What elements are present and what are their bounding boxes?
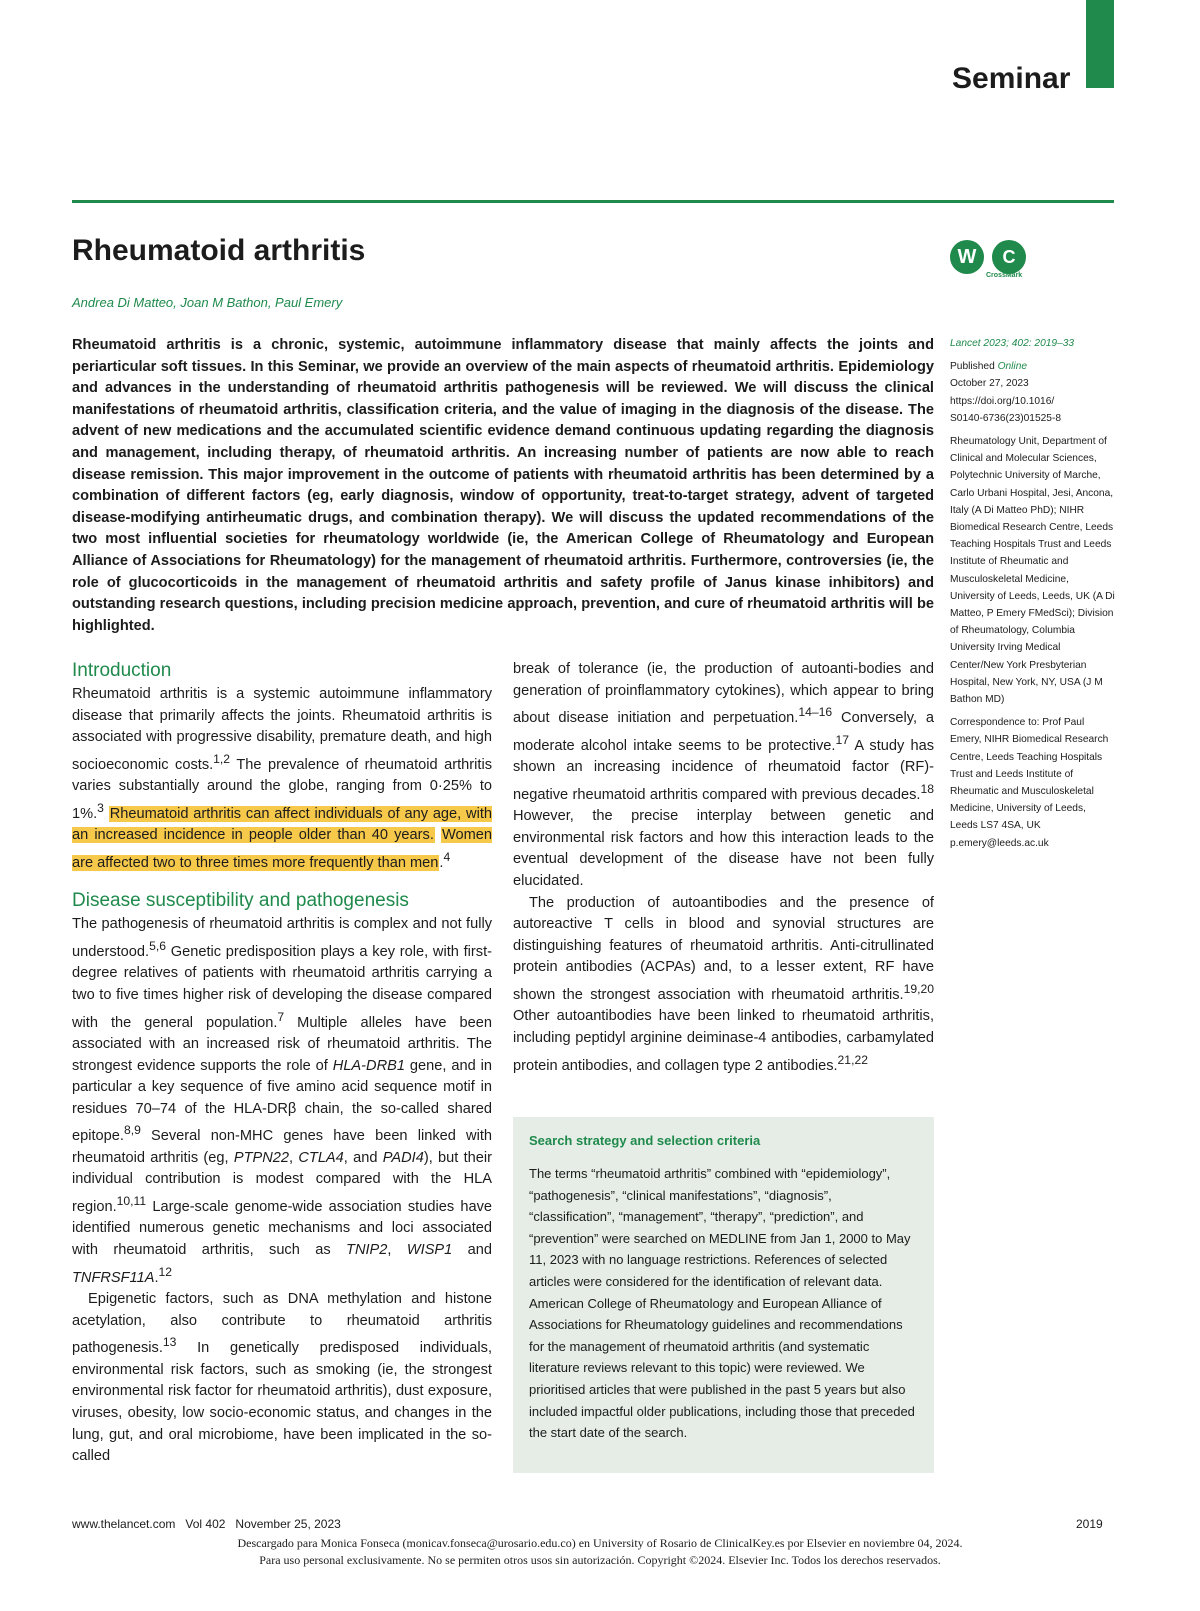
published-online: Published Online <box>950 361 1028 373</box>
crossmark-icon[interactable]: C <box>992 240 1026 274</box>
pathogenesis-paragraph-2: Epigenetic factors, such as DNA methylation and histone acetylation, also contribute to rheumatoid arthritis pathogenesis.$^{13}$ In genetically predisposed individuals, environmental risk factors, such as smoking (ie, the strongest environmental risk factor for rheumatoid arthritis), dust exposure, viruses, obesity, low socio-economic status, and changes in the lung, gut, and oral microbiome, have been implicated in the so-called <box>72 1291 492 1465</box>
section-label: Seminar <box>952 62 1071 95</box>
citation: Lancet 2023; 402: 2019–33 <box>950 338 1075 349</box>
footer-journal: www.thelancet.com Vol 402 November 25, 2023 <box>72 1517 341 1531</box>
doi-link-line-2[interactable]: S0140-6736(23)01525-8 <box>950 412 1062 424</box>
col2-paragraph-1: break of tolerance (ie, the production of autoanti-bodies and generation of proinflammatory cytokines), which appear to bring about disease initiation and perpetuation.$^{14-16}$ Conversely, a moderate alcohol intake seems to be protective.$^{17}$ A study has shown an increasing incidence of rheumatoid factor (RF)-negative rheumatoid arthritis compared with previous decades.$^{18}$ However, the precise interplay between genetic and environmental risk factors and how this interaction leads to the eventual development of the disease have not been fully elucidated. <box>513 661 934 889</box>
article-badges <box>950 238 1040 282</box>
search-strategy-text: The terms “rheumatoid arthritis” combined with “epidemiology”, “pathogenesis”, “clinical manifestations”, “diagnosis”, “classification”, “management”, “therapy”, “prediction”, and “prevention” were searched on MEDLINE from Jan 1, 2000 to May 11, 2023 with no language restrictions. References of selected articles were considered for the identification of relevant data. American College of Rheumatology and European Alliance of Associations for Rheumatology guidelines and recommendations for the management of rheumatoid arthritis (and systematic literature reviews relevant to this topic) were reviewed. We prioritised articles that were published in the past 5 years but also included impactful older publications, including those that preceded the start date of the search. <box>529 1166 915 1441</box>
search-strategy-heading: Search strategy and selection criteria <box>529 1133 761 1148</box>
correspondence: Correspondence to: Prof Paul Emery, NIHR Biomedical Research Centre, Leeds Teaching Hospitals Trust and Leeds Institute of Rheumatic and Musculoskeletal Medicine, University of Leeds, Leeds LS7 4SA, UK p.emery@leeds.ac.uk <box>950 717 1109 849</box>
sidebar <box>950 335 1115 852</box>
search-strategy-box <box>513 1117 934 1473</box>
intro-paragraph: Rheumatoid arthritis is a systemic autoimmune inflammatory disease that primarily affects the joints. Rheumatoid arthritis is associated with progressive disability, premature death, and high socioeconomic costs.$^{1,2}$ The prevalence of rheumatoid arthritis varies substantially around the globe, ranging from 0·25% to 1%.$^3$ Rheumatoid arthritis can affect individuals of any age, with an increased incidence in people older than 40 years. Women are affected two to three times more frequently than men.$^4$ <box>72 686 492 871</box>
download-notice-line-1: Descargado para Monica Fonseca (monicav.fonseca@urosario.edu.co) en University of Rosario de ClinicalKey.es por Elsevier en noviembre 04, 2024. <box>237 1536 963 1550</box>
page-number: 2019 <box>1076 1517 1103 1531</box>
pathogenesis-paragraph-1: The pathogenesis of rheumatoid arthritis is complex and not fully understood.$^{5,6}$ Genetic predisposition plays a key role, with first-degree relatives of patients with rheumatoid arthritis carrying a two to five times higher risk of developing the disease compared with the general population.$^7$ Multiple alleles have been associated with an increased risk of rheumatoid arthritis. The strongest evidence supports the role of HLA-DRB1 gene, and in particular a key sequence of five amino acid sequence motif in residues 70–74 of the HLA-DRβ chain, the so-called shared epitope.$^{8,9}$ Several non-MHC genes have been linked with rheumatoid arthritis (eg, PTPN22, CTLA4, and PADI4), but their individual contribution is modest compared with the HLA region.$^{10,11}$ Large-scale genome-wide association studies have identified numerous genetic mechanisms and loci associated with rheumatoid arthritis, such as TNIP2, WISP1 and TNFRSF11A.$^{12}$ <box>72 916 493 1286</box>
col2-paragraph-2: The production of autoantibodies and the presence of autoreactive T cells in blood and synovial structures are distinguishing features of rheumatoid arthritis. Anti-citrullinated protein antibodies (ACPAs) and, to a lesser extent, RF have shown the strongest association with rheumatoid arthritis.$^{19,20}$ Other autoantibodies have been linked to rheumatoid arthritis, including peptidyl arginine deiminase-4 antibodies, carbamylated protein antibodies, and collagen type 2 antibodies.$^{21,22}$ <box>513 894 934 1074</box>
highlight-age-incidence: Rheumatoid arthritis can affect individuals of any age, with an increased incidence in people older than 40 years. <box>72 805 492 844</box>
heading-pathogenesis: Disease susceptibility and pathogenesis <box>72 890 409 912</box>
doi-link-line-1[interactable]: https://doi.org/10.1016/ <box>950 395 1055 407</box>
published-date: October 27, 2023 <box>950 378 1029 390</box>
column-right <box>513 659 934 1077</box>
article-title: Rheumatoid arthritis <box>72 234 366 267</box>
abstract: Rheumatoid arthritis is a chronic, systemic, autoimmune inflammatory disease that mainly affects the joints and periarticular soft tissues. In this Seminar, we provide an overview of the main aspects of rheumatoid arthritis. Epidemiology and advances in the understanding of rheumatoid arthritis pathogenesis will be reviewed. We will discuss the clinical manifestations of rheumatoid arthritis, classification criteria, and the value of imaging in the diagnosis of the disease. The advent of new medications and the accumulated scientific evidence demand continuous updating regarding the diagnosis and management, including therapy, of rheumatoid arthritis. An increasing number of patients are now able to reach disease remission. This major improvement in the outcome of patients with rheumatoid arthritis has been determined by a combination of different factors (eg, early diagnosis, window of opportunity, treat-to-target strategy, advent of targeted disease-modifying antirheumatic drugs, and combination therapy). We will discuss the updated recommendations of the two most influential societies for rheumatology worldwide (ie, the American College of Rheumatology and European Alliance of Associations for Rheumatology) for the management of rheumatoid arthritis. Furthermore, controversies (ie, the role of glucocorticoids in the management of rheumatoid arthritis and safety profile of Janus kinase inhibitors) and outstanding research questions, including precision medicine approach, prevention, and cure of rheumatoid arthritis will be highlighted. <box>72 337 934 634</box>
download-notice-line-2: Para uso personal exclusivamente. No se permiten otros usos sin autorización. Copyright ©2024. Elsevier Inc. Todos los derechos reservados. <box>259 1553 941 1567</box>
section-color-bar <box>1086 0 1114 88</box>
article-authors: Andrea Di Matteo, Joan M Bathon, Paul Emery <box>72 295 343 310</box>
column-left <box>72 658 492 1468</box>
affiliations: Rheumatology Unit, Department of Clinical and Molecular Sciences, Polytechnic University of Marche, Carlo Urbani Hospital, Jesi, Ancona, Italy (A Di Matteo PhD); NIHR Biomedical Research Centre, Leeds Teaching Hospitals Trust and Leeds Institute of Rheumatic and Musculoskeletal Medicine, University of Leeds, Leeds, UK (A Di Matteo, P Emery FMedSci); Division of Rheumatology, Columbia University Irving Medical Center/New York Presbyterian Hospital, New York, NY, USA (J M Bathon MD) <box>950 436 1115 706</box>
heading-introduction: Introduction <box>72 660 172 681</box>
crossmark-caption: CrossMark <box>986 272 1023 279</box>
highlight-sex-ratio: Women are affected two to three times more frequently than men <box>72 827 492 871</box>
open-access-w-icon[interactable]: W <box>950 240 984 274</box>
header-rule <box>72 200 1114 203</box>
